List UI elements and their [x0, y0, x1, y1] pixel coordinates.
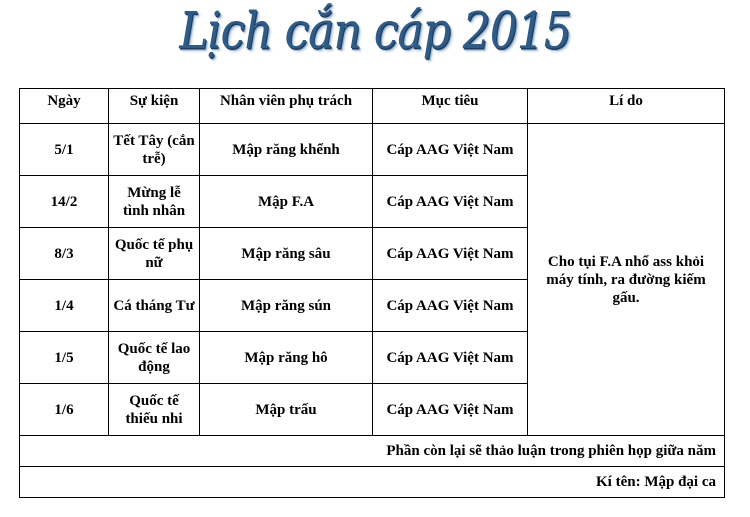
- cell-event: Tết Tây (cắn trễ): [109, 124, 200, 176]
- header-date: Ngày: [20, 89, 109, 124]
- signature-row: [20, 467, 725, 498]
- header-goal: Mục tiêu: [373, 89, 528, 124]
- cell-event: Quốc tế thiếu nhi: [109, 384, 200, 436]
- cell-event: Cá tháng Tư: [109, 280, 200, 332]
- cell-date: 1/5: [20, 332, 109, 384]
- header-staff: Nhân viên phụ trách: [200, 89, 373, 124]
- cell-event: Mừng lễ tình nhân: [109, 176, 200, 228]
- schedule-table: [19, 88, 725, 498]
- cell-event: Quốc tế phụ nữ: [109, 228, 200, 280]
- cell-reason: Cho tụi F.A nhổ ass khỏi máy tính, ra đường kiếm gấu.: [528, 124, 725, 436]
- footer-note-row: [20, 436, 725, 467]
- cell-goal: Cáp AAG Việt Nam: [373, 176, 528, 228]
- title-area: [0, 0, 750, 86]
- cell-date: 5/1: [20, 124, 109, 176]
- header-row: [20, 89, 725, 124]
- cell-goal: Cáp AAG Việt Nam: [373, 332, 528, 384]
- cell-goal: Cáp AAG Việt Nam: [373, 280, 528, 332]
- cell-staff: Mập răng sâu: [200, 228, 373, 280]
- table-row: [20, 124, 725, 176]
- cell-date: 14/2: [20, 176, 109, 228]
- cell-staff: Mập răng khểnh: [200, 124, 373, 176]
- cell-goal: Cáp AAG Việt Nam: [373, 124, 528, 176]
- footer-note: Phần còn lại sẽ thảo luận trong phiên họp giữa năm: [20, 436, 725, 467]
- signature: Kí tên: Mập đại ca: [20, 467, 725, 498]
- header-event: Sự kiện: [109, 89, 200, 124]
- cell-staff: Mập răng hô: [200, 332, 373, 384]
- cell-goal: Cáp AAG Việt Nam: [373, 384, 528, 436]
- header-reason: Lí do: [528, 89, 725, 124]
- cell-goal: Cáp AAG Việt Nam: [373, 228, 528, 280]
- page-title: Lịch cắn cáp 2015: [179, 2, 571, 61]
- cell-date: 8/3: [20, 228, 109, 280]
- cell-staff: Mập F.A: [200, 176, 373, 228]
- cell-staff: Mập trấu: [200, 384, 373, 436]
- cell-date: 1/4: [20, 280, 109, 332]
- cell-event: Quốc tế lao động: [109, 332, 200, 384]
- cell-staff: Mập răng sún: [200, 280, 373, 332]
- cell-date: 1/6: [20, 384, 109, 436]
